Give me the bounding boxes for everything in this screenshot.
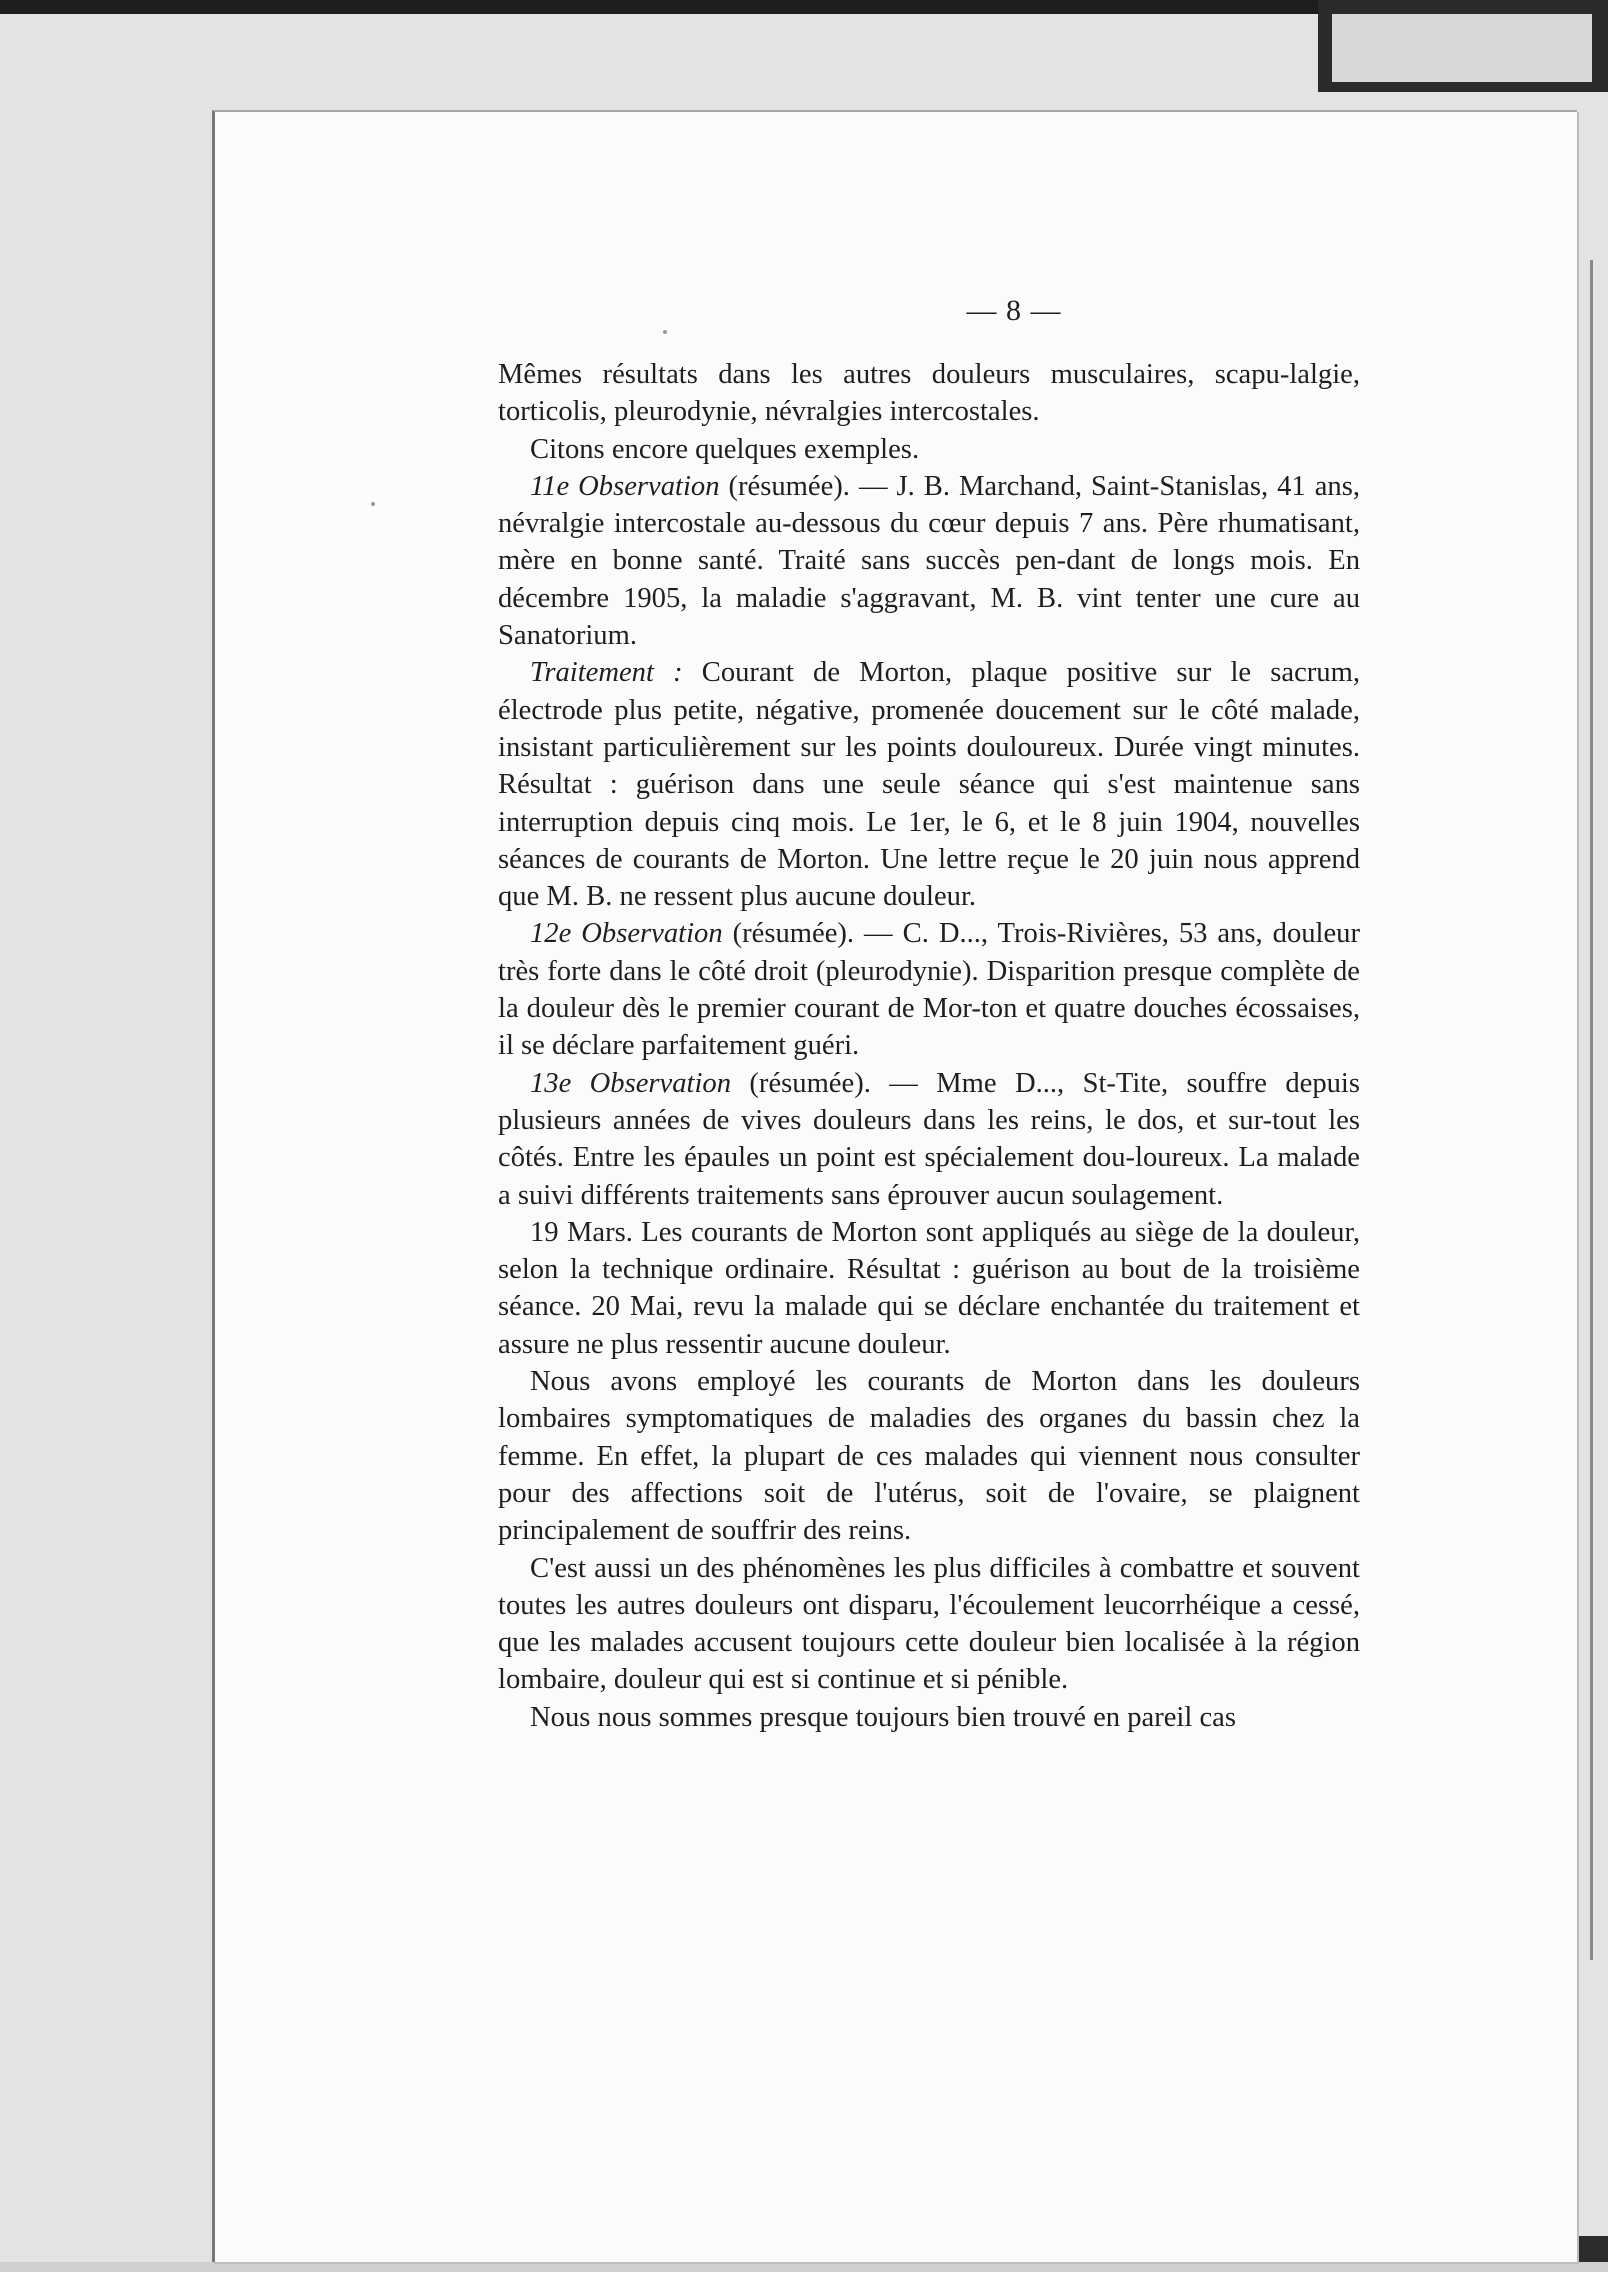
paragraph-body: C'est aussi un des phénomènes les plus difficiles à combattre et souvent toutes les autres douleurs ont disparu, l'écoulement leucorrhéique a cessé, que les malades accusent toujours cette douleur bien localisée à la région lombaire, douleur qui est si continue et si pénible.	[498, 1552, 1360, 1696]
paragraph	[498, 356, 1360, 431]
paragraph-body: (résumée). — Mme D..., St-Tite, souffre depuis plusieurs années de vives douleurs dans les reins, le dos, et sur-tout les côtés. Entre les épaules un point est spécialement dou-loureux. La malade a suivi différents traitements sans éprouver aucun soulagement.	[498, 1067, 1360, 1211]
page-right-edge	[1590, 260, 1593, 1960]
page-number: — 8 —	[966, 294, 1062, 327]
paragraph	[498, 1214, 1360, 1363]
paragraph-body: Nous avons employé les courants de Morton dans les douleurs lombaires symptomatiques de maladies des organes du bassin chez la femme. En effet, la plupart de ces malades qui viennent nous consulter pour des affections soit de l'utérus, soit de l'ovaire, se plaignent principalement de souffrir des reins.	[498, 1366, 1360, 1547]
speck	[663, 330, 667, 334]
paragraph-lead: 11e Observation	[530, 470, 720, 502]
paragraph-lead: 13e Observation	[530, 1067, 732, 1099]
body-text	[498, 356, 1360, 1736]
book-page	[212, 110, 1577, 2262]
paragraph	[498, 915, 1360, 1064]
paragraph	[498, 1363, 1360, 1549]
paragraph-body: Nous nous sommes presque toujours bien trouvé en pareil cas	[530, 1701, 1236, 1733]
paragraph-body: (résumée). — J. B. Marchand, Saint-Stanislas, 41 ans, névralgie intercostale au-dessous du cœur depuis 7 ans. Père rhumatisant, mère en bonne santé. Traité sans succès pen-dant de longs mois. En décembre 1905, la maladie s'aggravant, M. B. vint tenter une cure au Sanatorium.	[498, 470, 1360, 652]
paragraph-body: (résumée). — C. D..., Trois-Rivières, 53 ans, douleur très forte dans le côté droit (pleurodynie). Disparition presque complète de la douleur dès le premier courant de Mor-ton et quatre douches écossaises, il se déclare parfaitement guéri.	[498, 918, 1361, 1062]
paragraph	[498, 1550, 1360, 1699]
paragraph-body: Mêmes résultats dans les autres douleurs musculaires, scapu-lalgie, torticolis, pleurodynie, névralgies intercostales.	[498, 359, 1360, 428]
paragraph-lead: Traitement :	[530, 657, 683, 689]
paragraph-body: Courant de Morton, plaque positive sur le sacrum, électrode plus petite, négative, promenée doucement sur le côté malade, insistant particulièrement sur les points douloureux. Durée vingt minutes. Résultat : guérison dans une seule séance qui s'est maintenue sans interruption depuis cinq mois. Le 1er, le 6, et le 8 juin 1904, nouvelles séances de courants de Morton. Une lettre reçue le 20 juin nous apprend que M. B. ne ressent plus aucune douleur.	[498, 657, 1360, 913]
paragraph	[498, 468, 1360, 654]
paragraph	[498, 431, 1360, 468]
paragraph	[498, 654, 1360, 915]
paragraph	[498, 1699, 1360, 1736]
paragraph-body: 19 Mars. Les courants de Morton sont appliqués au siège de la douleur, selon la technique ordinaire. Résultat : guérison au bout de la troisième séance. 20 Mai, revu la malade qui se déclare enchantée du traitement et assure ne plus ressentir aucune douleur.	[498, 1216, 1360, 1360]
paragraph-body: Citons encore quelques exemples.	[530, 433, 920, 465]
scan-corner-inner	[1332, 14, 1592, 82]
paragraph-lead: 12e Observation	[530, 918, 723, 950]
speck	[371, 502, 375, 506]
scan-corner-mark	[1318, 0, 1608, 92]
paragraph	[498, 1065, 1360, 1214]
scan-bottom-border	[0, 2262, 1608, 2272]
